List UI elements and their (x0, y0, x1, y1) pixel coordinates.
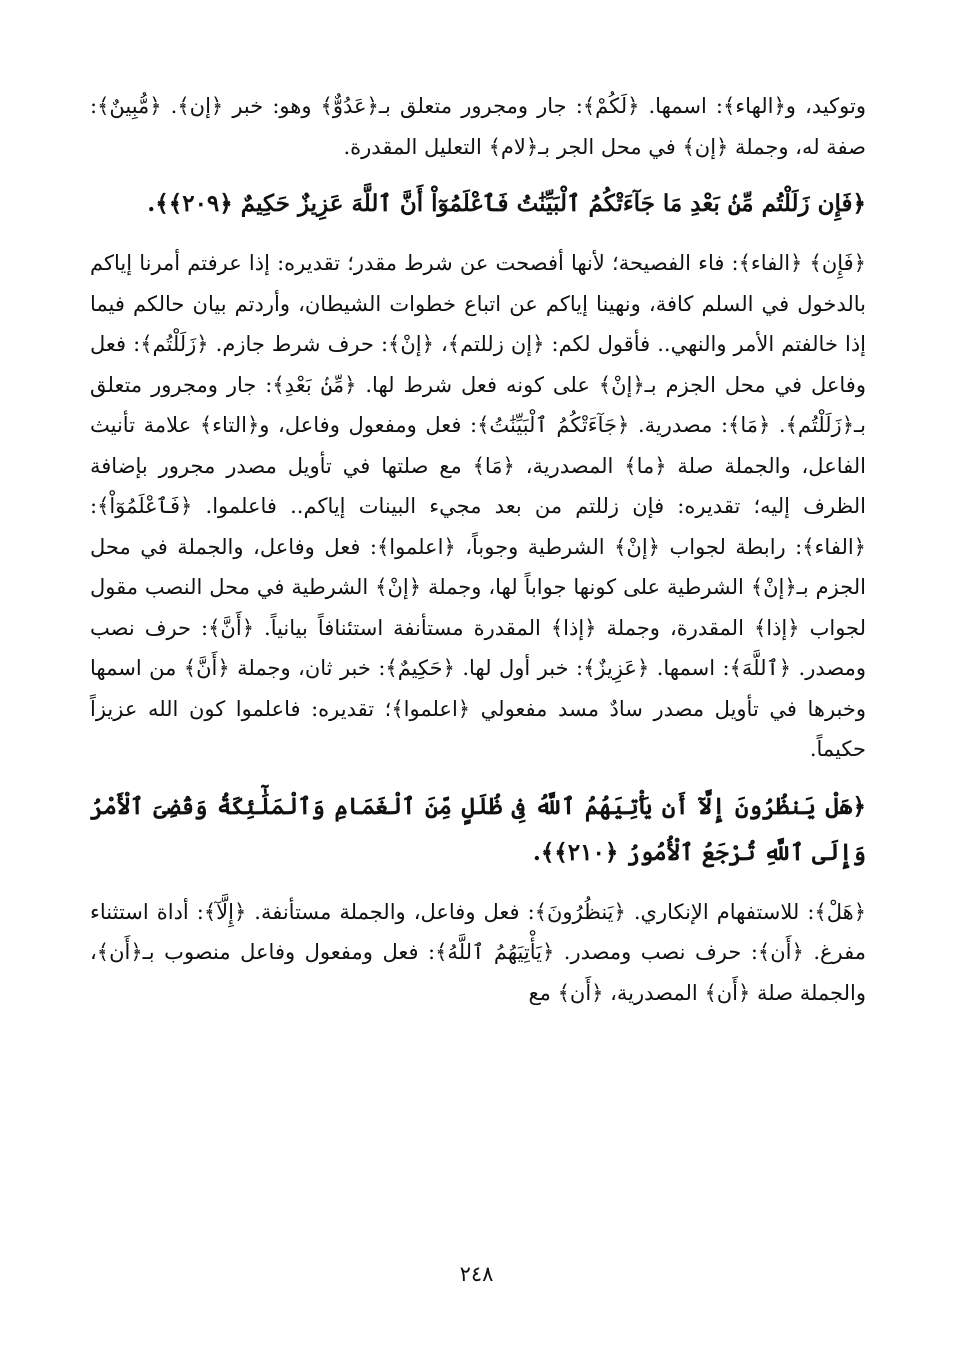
page-number: ٢٤٨ (459, 1262, 494, 1286)
paragraph-grammar-3: ﴿هَلْ﴾: للاستفهام الإنكاري. ﴿يَنظُرُونَ﴾: فعل وفاعل، والجملة مستأنفة. ﴿إِلَّآ﴾: أداة استثناء مفرغ. ﴿أَن﴾: حرف نصب ومصدر. ﴿يَأْتِيَهُمُ ٱللَّهُ﴾: فعل ومفعول وفاعل منصوب بـ﴿أَن﴾، والجملة صلة ﴿أَن﴾ المصدرية، ﴿أَن﴾ مع (90, 899, 866, 1005)
page-body (90, 78, 866, 1027)
quran-verse-210: ﴿هَلْ يَنظُرُونَ إِلَّآ أَن يَأْتِيَهُمُ ٱللَّهُ فِى ظُلَلٍ مِّنَ ٱلْغَمَامِ وَٱلْمَلَٰٓئِكَةُ وَقُضِىَ ٱلْأَمْرُ وَإِلَى ٱللَّهِ تُرْجَعُ ٱلْأُمُورُ ﴿٢١٠﴾﴾. (90, 792, 866, 866)
paragraph-grammar-1: وتوكيد، و﴿الهاء﴾: اسمها. ﴿لَكُمْ﴾: جار ومجرور متعلق بـ﴿عَدُوٌّ﴾ وهو: خبر ﴿إن﴾. ﴿مُّبِينٌ﴾: صفة له، وجملة ﴿إن﴾ في محل الجر بـ﴿لام﴾ التعليل المقدرة. (90, 94, 866, 159)
paragraph-grammar-2: ﴿فَإِن﴾ ﴿الفاء﴾: فاء الفصيحة؛ لأنها أفصحت عن شرط مقدر؛ تقديره: إذا عرفتم أمرنا إياكم بالدخول في السلم كافة، ونهينا إياكم عن اتباع خطوات الشيطان، وأردتم بيان حالكم فيما إذا خالفتم الأمر والنهي.. فأقول لكم: ﴿إن زللتم﴾، ﴿إنْ﴾: حرف شرط جازم. ﴿زَلَلْتُم﴾: فعل وفاعل في محل الجزم بـ﴿إنْ﴾ على كونه فعل شرط لها. ﴿مِّنۢ بَعْدِ﴾: جار ومجرور متعلق بـ﴿زَلَلْتُم﴾. ﴿مَا﴾: مصدرية. ﴿جَآءَتْكُمُ ٱلْبَيِّنَٰتُ﴾: فعل ومفعول وفاعل، و﴿التاء﴾ علامة تأنيث الفاعل، والجملة صلة ﴿ما﴾ المصدرية، ﴿مَا﴾ مع صلتها في تأويل مصدر مجرور بإضافة الظرف إليه؛ تقديره: فإن زللتم من بعد مجيء البينات إياكم.. فاعلموا. ﴿فَٱعْلَمُوٓاْ﴾: ﴿الفاء﴾: رابطة لجواب ﴿إنْ﴾ الشرطية وجوباً، ﴿اعلموا﴾: فعل وفاعل، والجملة في محل الجزم بـ﴿إنْ﴾ الشرطية على كونها جواباً لها، وجملة ﴿إنْ﴾ الشرطية في محل النصب مقول لجواب ﴿إذا﴾ المقدرة، وجملة ﴿إذا﴾ المقدرة مستأنفة استئنافاً بيانياً. ﴿أَنَّ﴾: حرف نصب ومصدر. ﴿ٱللَّهَ﴾: اسمها. ﴿عَزِيزٌ﴾: خبر أول لها. ﴿حَكِيمٌ﴾: خبر ثان، وجملة ﴿أَنَّ﴾ من اسمها وخبرها في تأويل مصدر سادٌ مسد مفعولي ﴿اعلموا﴾؛ تقديره: فاعلموا كون الله عزيزاً حكيماً. (90, 251, 866, 761)
quran-verse-209: ﴿فَإِن زَلَلْتُم مِّنۢ بَعْدِ مَا جَآءَتْكُمُ ٱلْبَيِّنَٰتُ فَٱعْلَمُوٓاْ أَنَّ ٱللَّهَ عَزِيزٌ حَكِيمٌ ﴿٢٠٩﴾﴾. (147, 190, 866, 217)
